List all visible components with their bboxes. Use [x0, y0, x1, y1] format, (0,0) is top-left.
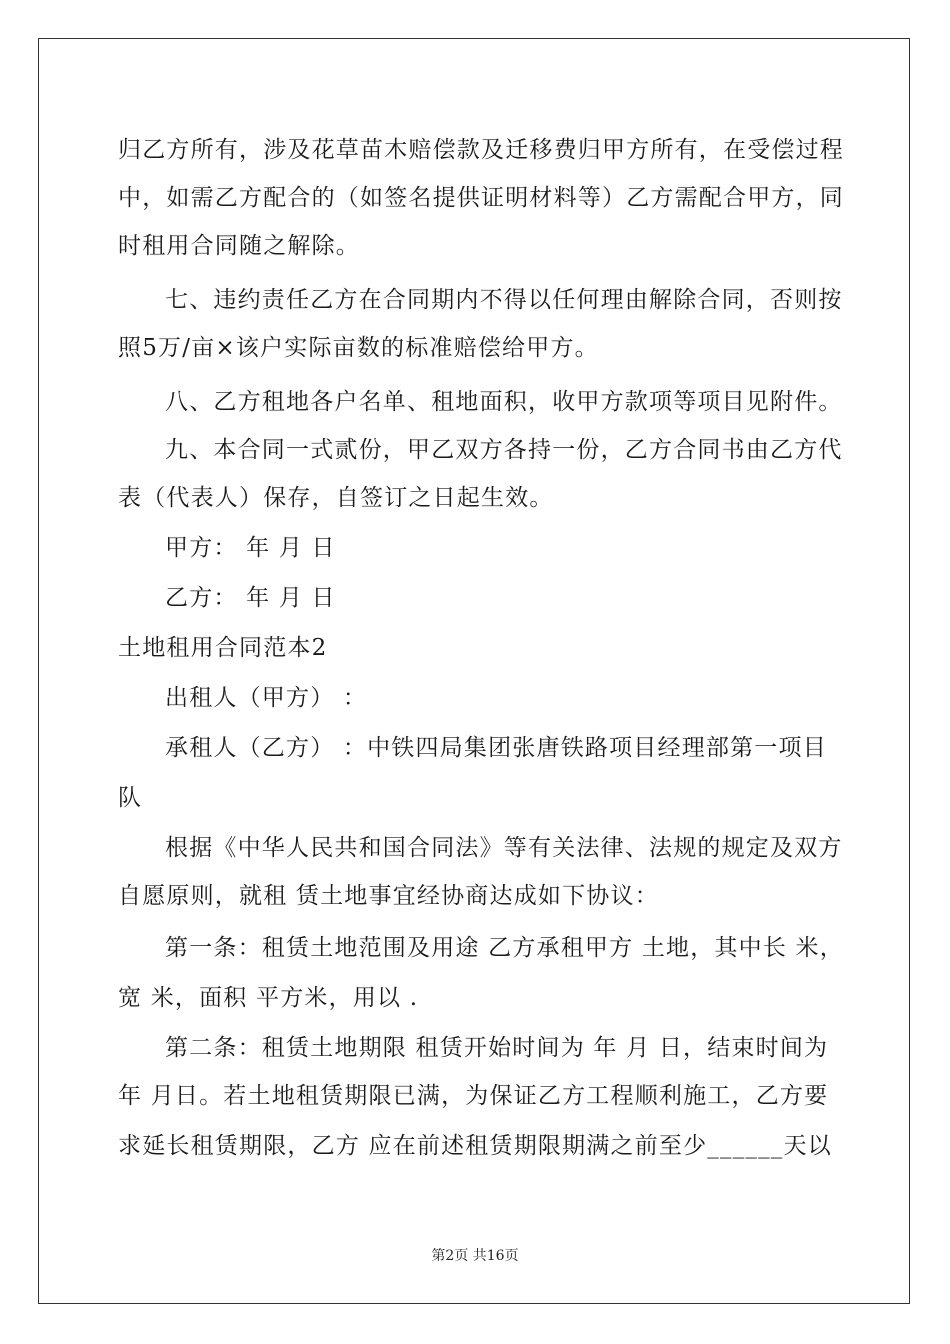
- paragraph-line: 中，如需乙方配合的（如签名提供证明材料等）乙方需配合甲方，同: [118, 185, 844, 211]
- lessee-line: 承租人（乙方） ：中铁四局集团张唐铁路项目经理部第一项目: [165, 735, 827, 761]
- paragraph-line: 自愿原则，就租 赁土地事宜经协商达成如下协议：: [118, 883, 659, 909]
- paragraph-line: 时租用合同随之解除。: [118, 233, 360, 259]
- page-border: [38, 38, 910, 1304]
- section-title: 土地租用合同范本2: [118, 635, 328, 661]
- article-two-line: 第二条：租赁土地期限 租赁开始时间为 年 月 日，结束时间为: [165, 1035, 829, 1061]
- clause-eight-line: 八、乙方租地各户名单、租地面积，收甲方款项等项目见附件。: [165, 389, 843, 415]
- page-number-footer: 第2页 共16页: [431, 1248, 519, 1264]
- paragraph-line: 宽 米，面积 平方米，用以 .: [118, 985, 419, 1011]
- clause-seven-line: 七、违约责任乙方在合同期内不得以任何理由解除合同，否则按: [165, 287, 843, 313]
- party-a-signature-line: 甲方： 年 月 日: [165, 535, 336, 561]
- preamble-line: 根据《中华人民共和国合同法》等有关法律、法规的规定及双方: [165, 835, 843, 861]
- party-b-signature-line: 乙方： 年 月 日: [165, 585, 336, 611]
- paragraph-line: 归乙方所有，涉及花草苗木赔偿款及迁移费归甲方所有，在受偿过程: [118, 137, 844, 163]
- clause-nine-line: 九、本合同一式贰份，甲乙双方各持一份，乙方合同书由乙方代: [165, 437, 843, 463]
- paragraph-line: 照5万/亩×该户实际亩数的标准赔偿给甲方。: [118, 335, 599, 361]
- paragraph-line: 求延长租赁期限，乙方 应在前述租赁期限期满之前至少______天以: [118, 1133, 832, 1159]
- paragraph-line: 表（代表人）保存，自签订之日起生效。: [118, 485, 554, 511]
- lessor-line: 出租人（甲方） ：: [165, 685, 368, 711]
- article-one-line: 第一条：租赁土地范围及用途 乙方承租甲方 土地，其中长 米，: [165, 935, 844, 961]
- paragraph-line: 队: [118, 785, 143, 811]
- paragraph-line: 年 月日。若土地租赁期限已满，为保证乙方工程顺利施工，乙方要: [118, 1083, 829, 1109]
